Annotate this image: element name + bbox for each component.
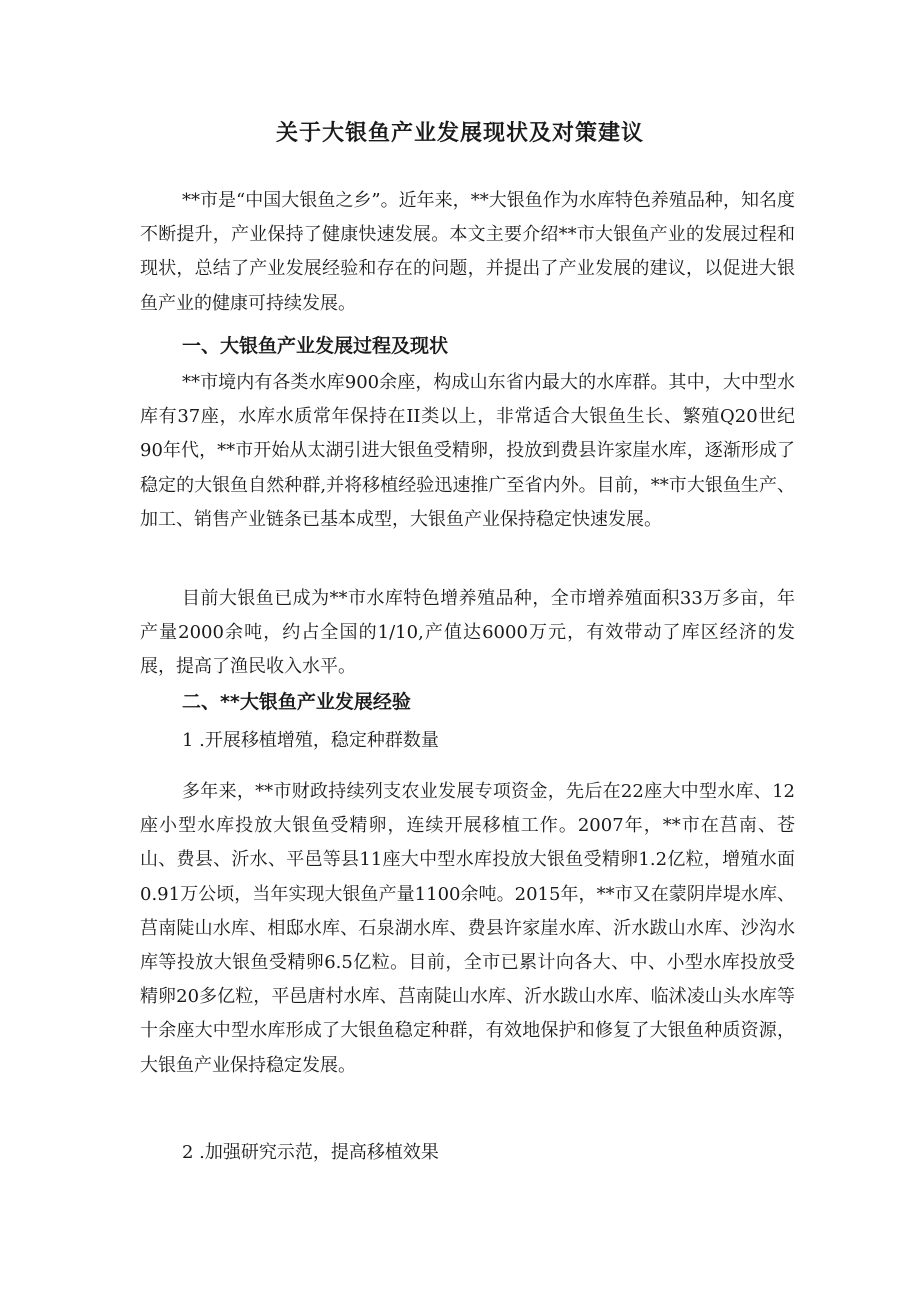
subsection-1-paragraph: 多年来，**市财政持续列支农业发展专项资金，先后在22座大中型水库、12座小型水库投放大银鱼受精卵，连续开展移植工作。2007年，**市在莒南、苍山、费县、沂水、平邑等县11座大中型水库投放大银鱼受精卵1.2亿粒，增殖水面0.91万公顷，当年实现大银鱼产量1100余吨。2015年，**市又在蒙阴岸堤水库、莒南陡山水库、相邸水库、石泉湖水库、费县许家崖水库、沂水跋山水库、沙沟水库等投放大银鱼受精卵6.5亿粒。目前，全市已累计向各大、中、小型水库投放受精卵20多亿粒，平邑唐村水库、莒南陡山水库、沂水跋山水库、临沭凌山头水库等十余座大中型水库形成了大银鱼稳定种群，有效地保护和修复了大银鱼种质资源，大银鱼产业保持稳定发展。 bbox=[140, 781, 795, 1076]
subsection-1-heading: 1 .开展移植增殖，稳定种群数量 bbox=[182, 730, 439, 751]
subsection-2-heading: 2 .加强研究示范，提高移植效果 bbox=[182, 1142, 439, 1163]
section-1-heading: 一、大银鱼产业发展过程及现状 bbox=[182, 335, 449, 357]
intro-paragraph: **市是“中国大银鱼之乡”。近年来，**大银鱼作为水库特色养殖品种，知名度不断提升，产业保持了健康快速发展。本文主要介绍**市大银鱼产业的发展过程和现状，总结了产业发展经验和存在的问题，并提出了产业发展的建议，以促进大银鱼产业的健康可持续发展。 bbox=[140, 190, 795, 314]
document-title: 关于大银鱼产业发展现状及对策建议 bbox=[275, 121, 644, 146]
section-1-paragraph-2: 目前大银鱼已成为**市水库特色增养殖品种，全市增养殖面积33万多亩，年产量2000余吨，约占全国的1/10,产值达6000万元，有效带动了库区经济的发展，提高了渔民收入水平。 bbox=[140, 588, 795, 678]
section-1-paragraph-1: **市境内有各类水库900余座，构成山东省内最大的水库群。其中，大中型水库有37座，水库水质常年保持在II类以上，非常适合大银鱼生长、繁殖Q20世纪90年代，**市开始从太湖引进大银鱼受精卵，投放到费县许家崖水库，逐渐形成了稳定的大银鱼自然种群,并将移植经验迅速推广至省内外。目前，**市大银鱼生产、加工、销售产业链条已基本成型，大银鱼产业保持稳定快速发展。 bbox=[140, 372, 795, 530]
section-2-heading: 二、**大银鱼产业发展经验 bbox=[182, 691, 411, 713]
